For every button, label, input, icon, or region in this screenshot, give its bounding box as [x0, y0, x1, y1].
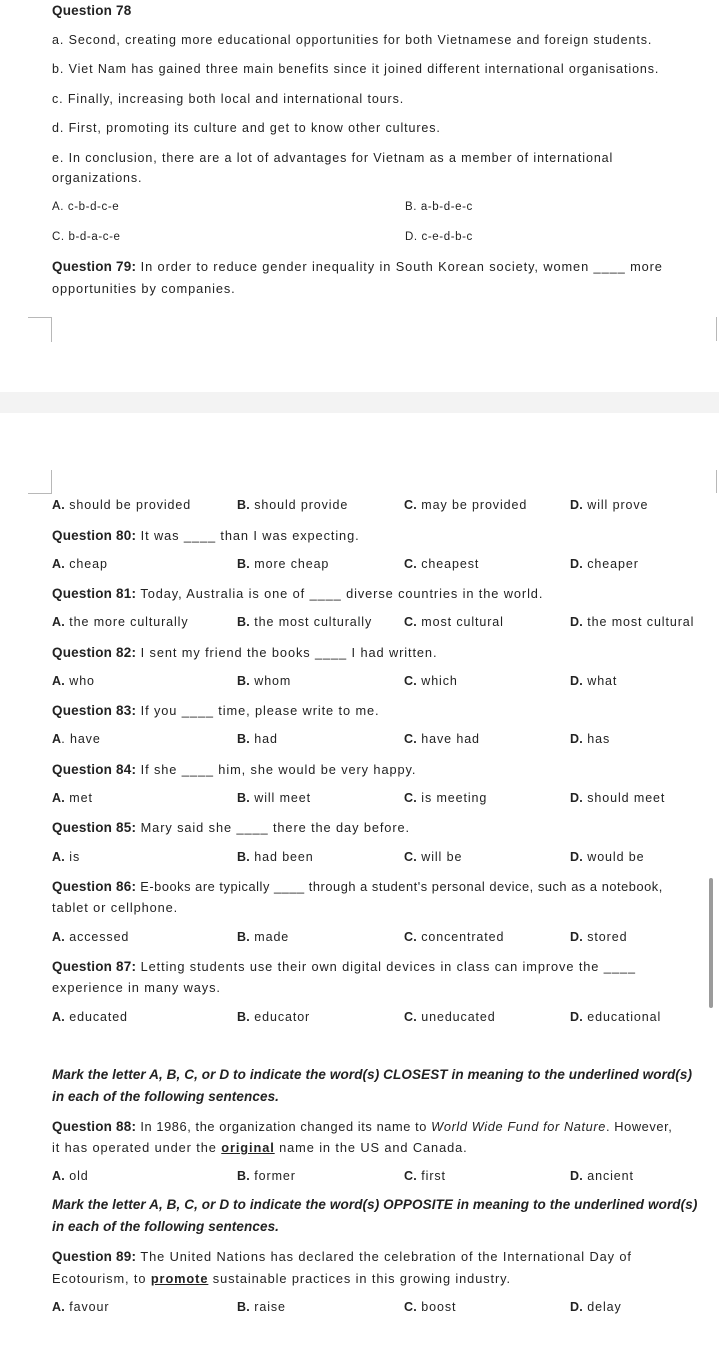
q85-option-c[interactable]: C. will be: [404, 850, 463, 864]
q78-item-e: e. In conclusion, there are a lot of advantages for Vietnam as a member of international: [52, 151, 614, 165]
q86-option-a[interactable]: A. accessed: [52, 930, 130, 944]
q80-option-c[interactable]: C. cheapest: [404, 557, 480, 571]
q80-option-a[interactable]: A. cheap: [52, 557, 108, 571]
q79-option-d[interactable]: D. will prove: [570, 498, 649, 512]
q79-option-c[interactable]: C. may be provided: [404, 498, 528, 512]
q88-option-d[interactable]: D. ancient: [570, 1169, 634, 1183]
q86-option-c[interactable]: C. concentrated: [404, 930, 505, 944]
q78-option-c[interactable]: C. b-d-a-c-e: [52, 231, 121, 243]
question-79-cont: opportunities by companies.: [52, 281, 236, 296]
underlined-word: promote: [150, 1271, 209, 1286]
q85-option-a[interactable]: A. is: [52, 850, 81, 864]
q88-option-a[interactable]: A. old: [52, 1169, 89, 1183]
q84-option-c[interactable]: C. is meeting: [404, 791, 488, 805]
q81-option-c[interactable]: C. most cultural: [404, 615, 504, 629]
q80-option-d[interactable]: D. cheaper: [570, 557, 639, 571]
question-87: Question 87: Letting students use their own digital devices in class can improve the ____: [52, 959, 636, 974]
q87-option-d[interactable]: D. educational: [570, 1010, 662, 1024]
q82-option-c[interactable]: C. which: [404, 674, 458, 688]
q89-option-c[interactable]: C. boost: [404, 1300, 457, 1314]
question-85: Question 85: Mary said she ____ there the day before.: [52, 820, 410, 835]
question-82: Question 82: I sent my friend the books ____ I had written.: [52, 645, 438, 660]
question-79: [52, 259, 663, 274]
q78-option-a[interactable]: A. c-b-d-c-e: [52, 201, 120, 213]
question-79-label: Question 79:: [52, 259, 137, 274]
q78-option-d[interactable]: D. c-e-d-b-c: [405, 231, 473, 243]
q85-option-b[interactable]: B. had been: [237, 850, 314, 864]
instruction-opposite-cont: in each of the following sentences.: [52, 1219, 280, 1234]
question-88-cont: it has operated under the original name in the US and Canada.: [52, 1140, 468, 1155]
q85-option-d[interactable]: D. would be: [570, 850, 645, 864]
q78-item-b: b. Viet Nam has gained three main benefits since it joined different international organisations.: [52, 62, 660, 76]
q83-option-a[interactable]: A. have: [52, 732, 101, 746]
q83-option-c[interactable]: C. have had: [404, 732, 480, 746]
question-86: Question 86: E-books are typically ____ through a student's personal device, such as a notebook,: [52, 879, 663, 894]
underlined-word: original: [221, 1140, 275, 1155]
vertical-scrollbar[interactable]: [709, 878, 713, 1008]
question-89: Question 89: The United Nations has declared the celebration of the International Day of: [52, 1249, 632, 1264]
page-corner-mark: [28, 317, 52, 342]
q82-option-d[interactable]: D. what: [570, 674, 618, 688]
question-80: Question 80: It was ____ than I was expecting.: [52, 528, 360, 543]
q87-option-c[interactable]: C. uneducated: [404, 1010, 496, 1024]
q78-item-e-cont: organizations.: [52, 171, 143, 185]
q83-option-b[interactable]: B. had: [237, 732, 278, 746]
q84-option-b[interactable]: B. will meet: [237, 791, 311, 805]
q89-option-d[interactable]: D. delay: [570, 1300, 622, 1314]
q84-option-a[interactable]: A. met: [52, 791, 93, 805]
instruction-opposite: Mark the letter A, B, C, or D to indicate the word(s) OPPOSITE in meaning to the underlined word(s): [52, 1197, 698, 1212]
q88-option-c[interactable]: C. first: [404, 1169, 446, 1183]
q87-option-b[interactable]: B. educator: [237, 1010, 311, 1024]
question-89-cont: Ecotourism, to promote sustainable practices in this growing industry.: [52, 1271, 511, 1286]
q88-option-b[interactable]: B. former: [237, 1169, 296, 1183]
instruction-closest: Mark the letter A, B, C, or D to indicate the word(s) CLOSEST in meaning to the underlined word(s): [52, 1067, 693, 1082]
q78-item-d: d. First, promoting its culture and get to know other cultures.: [52, 121, 441, 135]
q78-item-c: c. Finally, increasing both local and international tours.: [52, 92, 405, 106]
q87-option-a[interactable]: A. educated: [52, 1010, 128, 1024]
question-86-cont: tablet or cellphone.: [52, 900, 179, 915]
q81-option-d[interactable]: D. the most cultural: [570, 615, 695, 629]
q78-option-b[interactable]: B. a-b-d-e-c: [405, 201, 473, 213]
q81-option-a[interactable]: A. the more culturally: [52, 615, 189, 629]
question-88: Question 88: In 1986, the organization changed its name to World Wide Fund for Nature. However,: [52, 1119, 673, 1134]
question-83: Question 83: If you ____ time, please write to me.: [52, 703, 380, 718]
question-84: Question 84: If she ____ him, she would be very happy.: [52, 762, 417, 777]
q82-option-a[interactable]: A. who: [52, 674, 95, 688]
q78-item-a: a. Second, creating more educational opportunities for both Vietnamese and foreign students.: [52, 33, 653, 47]
question-79-text: In order to reduce gender inequality in South Korean society, women ____ more: [136, 259, 663, 274]
question-78-title: Question 78: [52, 3, 132, 18]
page-corner-mark: [28, 470, 52, 494]
instruction-closest-cont: in each of the following sentences.: [52, 1089, 280, 1104]
q84-option-d[interactable]: D. should meet: [570, 791, 666, 805]
question-81: Question 81: Today, Australia is one of ____ diverse countries in the world.: [52, 586, 544, 601]
q81-option-b[interactable]: B. the most culturally: [237, 615, 373, 629]
q89-option-b[interactable]: B. raise: [237, 1300, 286, 1314]
q79-option-b[interactable]: B. should provide: [237, 498, 349, 512]
q79-option-a[interactable]: A. should be provided: [52, 498, 192, 512]
page-break: [0, 392, 719, 413]
q89-option-a[interactable]: A. favour: [52, 1300, 110, 1314]
q80-option-b[interactable]: B. more cheap: [237, 557, 330, 571]
q83-option-d[interactable]: D. has: [570, 732, 611, 746]
q82-option-b[interactable]: B. whom: [237, 674, 292, 688]
q86-option-d[interactable]: D. stored: [570, 930, 628, 944]
q86-option-b[interactable]: B. made: [237, 930, 290, 944]
question-87-cont: experience in many ways.: [52, 980, 221, 995]
